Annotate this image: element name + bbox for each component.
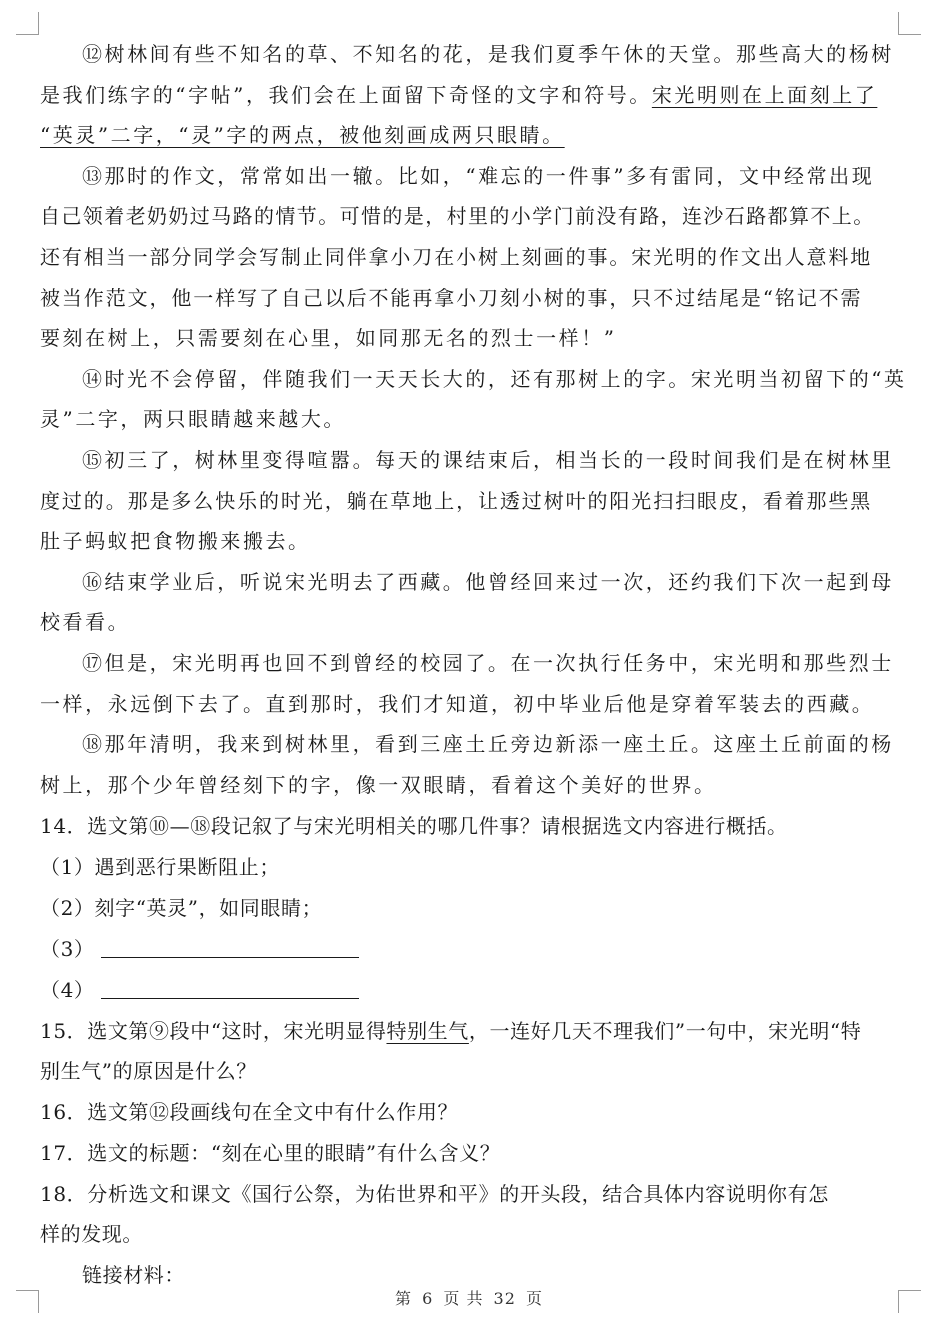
question-15-line-1 <box>40 1017 861 1045</box>
text-segment: ，一连好几天不理我们”一句中，宋光明“特 <box>468 1019 862 1043</box>
text-segment: 15．选文第⑨段中“这时，宋光明显得 <box>40 1019 387 1043</box>
question-14-answer-3 <box>40 935 359 963</box>
paragraph-18-line-1: ⑱那年清明，我来到树林里，看到三座土丘旁边新添一座土丘。这座土丘前面的杨 <box>82 732 894 756</box>
underlined-phrase: 特别生气 <box>386 1019 469 1043</box>
answer-blank[interactable] <box>101 978 359 999</box>
question-14-answer-1: （1）遇到恶行果断阻止； <box>40 855 280 879</box>
underlined-sentence: 宋光明则在上面刻上了 <box>651 83 878 107</box>
crop-mark-top-right <box>898 12 921 35</box>
answer-number: （4） <box>40 978 95 1002</box>
paragraph-13-line-5: 要刻在树上，只需要刻在心里，如同那无名的烈士一样！” <box>40 326 617 350</box>
paragraph-16-line-1: ⑯结束学业后，听说宋光明去了西藏。他曾经回来过一次，还约我们下次一起到母 <box>82 570 894 594</box>
paragraph-14-line-2: 灵”二字，两只眼睛越来越大。 <box>40 407 346 431</box>
question-18-line-1: 18．分析选文和课文《国行公祭，为佑世界和平》的开头段，结合具体内容说明你有怎 <box>40 1182 829 1206</box>
paragraph-15-line-1: ⑮初三了，树林里变得喧嚣。每天的课结束后，相当长的一段时间我们是在树林里 <box>82 448 894 472</box>
text-segment: 是我们练字的“字帖”，我们会在上面留下奇怪的文字和符号。 <box>40 83 652 107</box>
question-18-line-2: 样的发现。 <box>40 1222 143 1246</box>
paragraph-17-line-2: 一样，永远倒下去了。直到那时，我们才知道，初中毕业后他是穿着军装去的西藏。 <box>40 692 875 716</box>
paragraph-12-line-1: ⑫树林间有些不知名的草、不知名的花，是我们夏季午休的天堂。那些高大的杨树 <box>82 42 894 66</box>
paragraph-16-line-2: 校看看。 <box>40 610 131 634</box>
question-15-line-2: 别生气”的原因是什么？ <box>40 1059 257 1083</box>
paragraph-13-line-3: 还有相当一部分同学会写制止同伴拿小刀在小树上刻画的事。宋光明的作文出人意料地 <box>40 245 873 269</box>
crop-mark-top-left <box>16 12 39 35</box>
question-14-answer-4 <box>40 976 359 1004</box>
question-17: 17．选文的标题：“刻在心里的眼睛”有什么含义？ <box>40 1141 501 1165</box>
paragraph-14-line-1: ⑭时光不会停留，伴随我们一天天长大的，还有那树上的字。宋光明当初留下的“英 <box>82 367 907 391</box>
paragraph-17-line-1: ⑰但是，宋光明再也回不到曾经的校园了。在一次执行任务中，宋光明和那些烈士 <box>82 651 894 675</box>
answer-number: （3） <box>40 937 95 961</box>
answer-blank[interactable] <box>101 937 359 958</box>
footer-suffix: 页 <box>526 1289 544 1308</box>
question-16: 16．选文第⑫段画线句在全文中有什么作用？ <box>40 1100 459 1124</box>
question-14-answer-2: （2）刻字“英灵”，如同眼睛； <box>40 896 323 920</box>
question-14: 14．选文第⑩—⑱段记叙了与宋光明相关的哪几件事？请根据选文内容进行概括。 <box>40 814 788 838</box>
paragraph-18-line-2: 树上，那个少年曾经刻下的字，像一双眼睛，看着这个美好的世界。 <box>40 773 717 797</box>
paragraph-13-line-4: 被当作范文，他一样写了自己以后不能再拿小刀刻小树的事，只不过结尾是“铭记不需 <box>40 286 863 310</box>
footer-middle: 页 共 <box>443 1289 484 1308</box>
footer-prefix: 第 <box>394 1289 412 1308</box>
page-footer <box>0 1288 938 1310</box>
paragraph-15-line-3: 肚子蚂蚁把食物搬来搬去。 <box>40 529 311 553</box>
total-pages: 32 <box>493 1289 516 1308</box>
paragraph-15-line-2: 度过的。那是多么快乐的时光，躺在草地上，让透过树叶的阳光扫扫眼皮，看着那些黑 <box>40 489 873 513</box>
paragraph-12-line-2 <box>40 81 877 109</box>
page-number: 6 <box>422 1289 434 1308</box>
paragraph-12-line-3: “英灵”二字，“灵”字的两点，被他刻画成两只眼睛。 <box>40 123 565 147</box>
link-material-label: 链接材料： <box>82 1263 185 1287</box>
paragraph-13-line-1: ⑬那时的作文，常常如出一辙。比如，“难忘的一件事”多有雷同，文中经常出现 <box>82 164 875 188</box>
paragraph-13-line-2: 自己领着老奶奶过马路的情节。可惜的是，村里的小学门前没有路，连沙石路都算不上。 <box>40 204 875 228</box>
